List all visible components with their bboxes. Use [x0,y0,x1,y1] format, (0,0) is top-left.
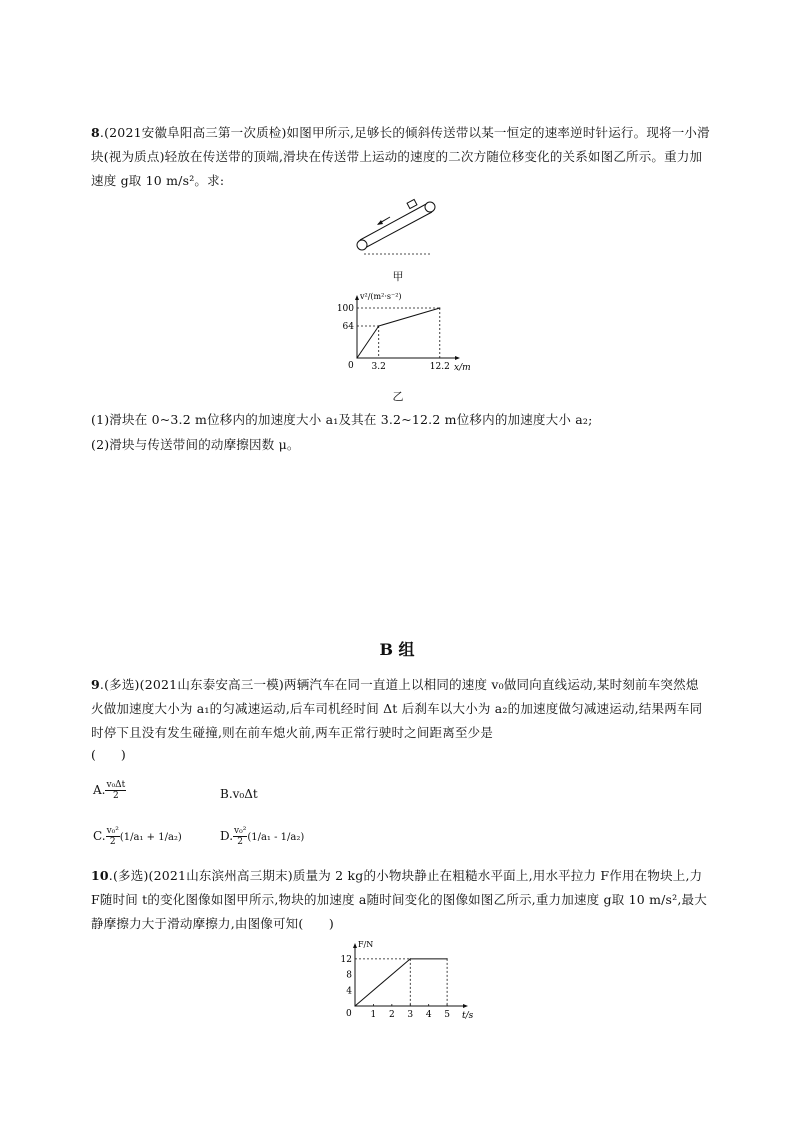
q9-option-c-tail: (1/a₁ + 1/a₂) [119,832,182,843]
q9-option-d-label: D. [220,829,234,843]
q9-option-c-num: v₀² [106,826,119,836]
y-axis-arrow [355,295,359,300]
chart-v2-vs-x [335,292,471,375]
q8-source: .(2021安徽阜阳高三第一次质检) [99,125,287,140]
q9-option-a-num: v₀Δt [106,780,126,790]
x-axis-arrow [455,356,460,360]
data-point [410,958,411,959]
data-point [447,958,448,959]
x-tick-label: 2 [388,1010,395,1020]
x-tick-label: 5 [444,1010,450,1020]
fig1-caption: 甲 [392,270,404,283]
q9-option-b[interactable]: B.v₀Δt [220,787,258,801]
q9-option-c[interactable] [93,826,182,847]
q9-body: .(多选)(2021山东泰安高三一模)两辆汽车在同一直道上以相同的速度 v₀做同向直线运动,某时刻前车突然熄火做加速度大小为 a₁的匀减速运动,后车司机经时间 Δt 后刹车以大小为 a₂的加速度做匀减速运动,结果两车同时停下且没有发生碰撞,则在前车熄火前,两车正常行驶时之间距离至少是 [91,677,703,740]
x-axis-label: x/m [454,363,471,373]
x-axis-label: t/s [462,1011,474,1021]
q9-option-d[interactable] [220,826,304,847]
q8-sub2: (2)滑块与传送带间的动摩擦因数 μ。 [91,437,300,452]
q8-body: 如图甲所示,足够长的倾斜传送带以某一恒定的速率逆时针运行。现将一小滑块(视为质点)轻放在传送带的顶端,滑块在传送带上运动的速度的二次方随位移变化的关系如图乙所示。重力加速度 g取 10 m/s²。求: [91,125,710,188]
q10-text [91,864,711,936]
q9-text [91,673,711,745]
y-axis-label: F/N [358,940,374,949]
data-point [378,325,379,326]
data-point [439,307,440,308]
data-point [354,1005,355,1006]
series-segment [379,308,440,326]
q10-number: 10 [91,868,109,883]
q9-option-c-label: C. [93,829,106,843]
series-segment [357,326,379,358]
data-point [356,357,357,358]
y-axis-arrow [353,943,357,948]
q9-option-d-num: v₀² [234,826,247,836]
y-axis-label: v²/(m²·s⁻²) [360,292,402,301]
y-tick-label: 12 [340,954,352,965]
x-tick-label: 1 [370,1010,377,1020]
x-tick-label: 4 [425,1010,432,1020]
y-tick-label: 64 [342,322,354,332]
origin-label: 0 [346,1009,352,1019]
q9-option-a-label: A. [93,783,106,797]
y-tick-label: 100 [336,304,354,314]
q9-option-d-den: 2 [237,837,244,847]
q8-number: 8 [91,125,100,140]
fig2-caption: 乙 [392,390,404,403]
x-tick-label: 3.2 [371,362,386,372]
q9-option-a[interactable] [93,780,126,801]
origin-label: 0 [348,361,354,371]
q9-option-a-den: 2 [113,791,119,801]
q9-number: 9 [91,677,100,692]
q9-option-c-den: 2 [109,837,116,847]
y-tick-label: 8 [346,970,352,981]
y-tick-label: 4 [346,986,352,997]
q8-text [91,121,711,193]
q9-option-d-tail: (1/a₁ - 1/a₂) [247,832,305,843]
series-segment [355,959,410,1006]
section-title: B 组 [379,640,415,659]
q9-answer-blank: ( ) [91,747,126,762]
x-axis-arrow [463,1004,468,1008]
x-tick-label: 3 [407,1010,414,1020]
q10-body: .(多选)(2021山东滨州高三期末)质量为 2 kg的小物块静止在粗糙水平面上,用水平拉力 F作用在物块上,力 F随时间 t的变化图像如图甲所示,物块的加速度 a随时间变化的图像如图乙所示,重力加速度 g取 10 m/s²,最大静摩擦力大于滑动摩擦力,由图像可知( ) [91,868,707,931]
chart-f-vs-t [330,940,474,1025]
q8-sub1: (1)滑块在 0~3.2 m位移内的加速度大小 a₁及其在 3.2~12.2 m位移内的加速度大小 a₂; [91,412,593,427]
conveyor-belt-figure [350,195,445,265]
x-tick-label: 12.2 [429,362,450,372]
